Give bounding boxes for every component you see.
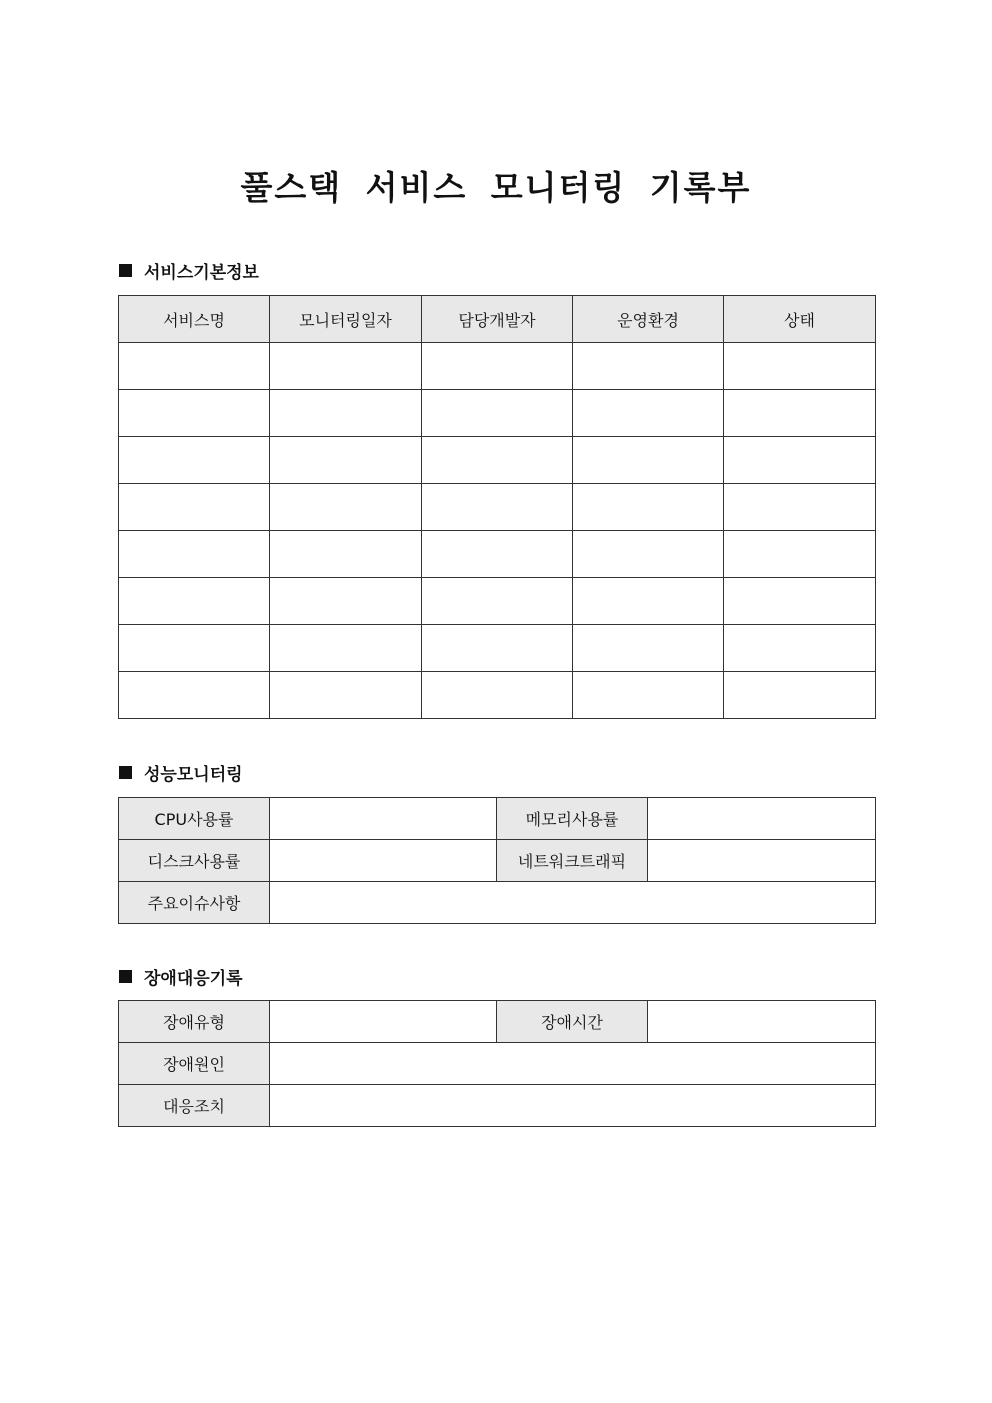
developer-cell[interactable] [422, 343, 573, 390]
incident-time-field[interactable] [648, 1001, 876, 1043]
environment-cell[interactable] [573, 390, 724, 437]
black-square-icon [119, 264, 132, 277]
monitoring-date-cell[interactable] [270, 343, 422, 390]
environment-cell[interactable] [573, 343, 724, 390]
table-row [119, 531, 876, 578]
service-name-cell[interactable] [119, 390, 270, 437]
status-cell[interactable] [724, 578, 876, 625]
monitoring-date-cell[interactable] [270, 437, 422, 484]
environment-cell[interactable] [573, 531, 724, 578]
section-heading-performance [119, 760, 243, 785]
monitoring-date-cell[interactable] [270, 578, 422, 625]
table-row [119, 390, 876, 437]
table-header-row [119, 296, 876, 343]
service-name-cell[interactable] [119, 578, 270, 625]
monitoring-date-cell[interactable] [270, 484, 422, 531]
disk-usage-field[interactable] [270, 840, 497, 882]
status-cell[interactable] [724, 437, 876, 484]
response-action-field[interactable] [270, 1085, 876, 1127]
incident-table [118, 1000, 876, 1127]
cpu-usage-field[interactable] [270, 798, 497, 840]
performance-table [118, 797, 876, 924]
section-heading-incident-label: 장애대응기록 [144, 969, 243, 989]
environment-cell[interactable] [573, 437, 724, 484]
service-name-cell[interactable] [119, 531, 270, 578]
column-header-status: 상태 [724, 296, 876, 343]
incident-type-field[interactable] [270, 1001, 497, 1043]
table-row [119, 625, 876, 672]
developer-cell[interactable] [422, 484, 573, 531]
developer-cell[interactable] [422, 578, 573, 625]
network-traffic-label: 네트워크트래픽 [497, 840, 648, 882]
section-heading-basic [119, 258, 259, 283]
disk-usage-label: 디스크사용률 [119, 840, 270, 882]
table-row [119, 343, 876, 390]
table-row [119, 1085, 876, 1127]
cpu-usage-label: CPU사용률 [119, 798, 270, 840]
service-name-cell[interactable] [119, 484, 270, 531]
status-cell[interactable] [724, 672, 876, 719]
status-cell[interactable] [724, 343, 876, 390]
service-name-cell[interactable] [119, 672, 270, 719]
incident-type-label: 장애유형 [119, 1001, 270, 1043]
column-header-service-name: 서비스명 [119, 296, 270, 343]
monitoring-date-cell[interactable] [270, 672, 422, 719]
major-issues-field[interactable] [270, 882, 876, 924]
developer-cell[interactable] [422, 672, 573, 719]
major-issues-label: 주요이슈사항 [119, 882, 270, 924]
memory-usage-label: 메모리사용률 [497, 798, 648, 840]
service-name-cell[interactable] [119, 625, 270, 672]
section-heading-performance-label: 성능모니터링 [144, 765, 243, 785]
service-name-cell[interactable] [119, 343, 270, 390]
response-action-label: 대응조치 [119, 1085, 270, 1127]
basic-info-table [118, 295, 876, 719]
network-traffic-field[interactable] [648, 840, 876, 882]
service-name-cell[interactable] [119, 437, 270, 484]
table-row [119, 578, 876, 625]
incident-cause-label: 장애원인 [119, 1043, 270, 1085]
monitoring-date-cell[interactable] [270, 531, 422, 578]
column-header-environment: 운영환경 [573, 296, 724, 343]
incident-cause-field[interactable] [270, 1043, 876, 1085]
column-header-monitoring-date: 모니터링일자 [270, 296, 422, 343]
table-row [119, 1001, 876, 1043]
table-row [119, 484, 876, 531]
status-cell[interactable] [724, 531, 876, 578]
monitoring-date-cell[interactable] [270, 625, 422, 672]
document-title: 풀스택 서비스 모니터링 기록부 [240, 168, 752, 207]
column-header-developer: 담당개발자 [422, 296, 573, 343]
black-square-icon [119, 970, 132, 983]
table-row [119, 1043, 876, 1085]
monitoring-date-cell[interactable] [270, 390, 422, 437]
status-cell[interactable] [724, 625, 876, 672]
developer-cell[interactable] [422, 531, 573, 578]
section-heading-basic-label: 서비스기본정보 [144, 263, 259, 283]
black-square-icon [119, 766, 132, 779]
environment-cell[interactable] [573, 484, 724, 531]
incident-time-label: 장애시간 [497, 1001, 648, 1043]
basic-info-body [119, 343, 876, 719]
developer-cell[interactable] [422, 437, 573, 484]
status-cell[interactable] [724, 390, 876, 437]
status-cell[interactable] [724, 484, 876, 531]
developer-cell[interactable] [422, 625, 573, 672]
table-row [119, 840, 876, 882]
developer-cell[interactable] [422, 390, 573, 437]
table-row [119, 882, 876, 924]
environment-cell[interactable] [573, 578, 724, 625]
section-heading-incident [119, 964, 243, 989]
environment-cell[interactable] [573, 672, 724, 719]
table-row [119, 798, 876, 840]
table-row [119, 437, 876, 484]
table-row [119, 672, 876, 719]
memory-usage-field[interactable] [648, 798, 876, 840]
environment-cell[interactable] [573, 625, 724, 672]
